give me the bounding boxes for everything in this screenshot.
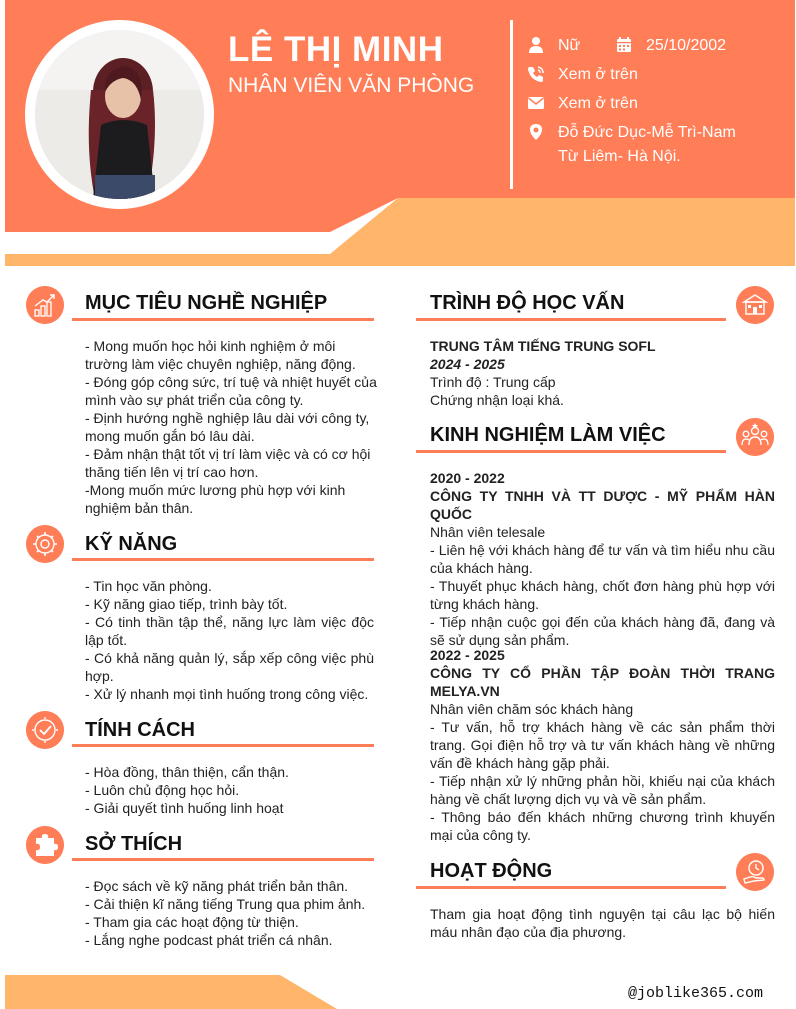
skills-item: - Kỹ năng giao tiếp, trình bày tốt.: [85, 596, 288, 612]
hobbies-list: [85, 877, 374, 949]
job-duty: - Tiếp nhận xử lý những phản hồi, khiếu nại của khách hàng về chất lượng dịch vụ và về sản phẩm.: [430, 773, 775, 807]
school-building-icon: [736, 286, 774, 324]
hobbies-title: SỞ THÍCH: [85, 833, 183, 855]
job-company: CÔNG TY TNHH VÀ TT DƯỢC - MỸ PHẨM HÀN QUỐC: [430, 488, 775, 522]
objective-text: [85, 337, 377, 517]
phone-icon: [527, 65, 545, 83]
personality-item: - Hòa đồng, thân thiện, cẩn thận.: [85, 764, 289, 780]
objective-line: - Đảm nhận thật tốt vị trí làm việc và có cơ hội: [85, 446, 371, 462]
job-role: Nhân viên chăm sóc khách hàng: [430, 701, 634, 717]
skills-item: - Xử lý nhanh mọi tình huống trong công việc.: [85, 686, 369, 702]
activities-underline: [416, 886, 726, 889]
hand-clock-icon: [736, 853, 774, 891]
objective-title: MỤC TIÊU NGHỀ NGHIỆP: [85, 292, 328, 314]
chart-growth-icon: [26, 286, 64, 324]
job-duty: - Tiếp nhận cuộc gọi đến của khách hàng đã, đang và sẽ sử dụng sản phẩm.: [430, 614, 775, 648]
objective-line: - Định hướng nghề nghiệp lâu dài với công ty,: [85, 410, 370, 426]
candidate-position: NHÂN VIÊN VĂN PHÒNG: [228, 74, 475, 97]
job-period: 2020 - 2022: [430, 470, 505, 486]
team-icon: [736, 418, 774, 456]
skills-list: [85, 577, 374, 703]
skills-underline: [72, 558, 374, 561]
objective-line: nghiệm bản thân.: [85, 500, 194, 516]
objective-line: -Mong muốn mức lương phù hợp với kinh: [85, 482, 346, 498]
objective-line: - Đóng góp công sức, trí tuệ và nhiệt huyết của: [85, 374, 377, 390]
job-duty: - Liên hệ với khách hàng để tư vấn và tìm hiểu nhu cầu của khách hàng.: [430, 542, 775, 576]
calendar-icon: [615, 36, 633, 54]
objective-line: trường làm việc chuyên nghiệp, năng động.: [85, 356, 356, 372]
contact-address-line2: Từ Liêm- Hà Nội.: [558, 148, 681, 165]
footer-handle: @joblike365.com: [628, 985, 764, 1002]
hobbies-item: - Tham gia các hoạt động từ thiện.: [85, 914, 299, 930]
experience-title: KINH NGHIỆM LÀM VIỆC: [430, 424, 666, 446]
skills-title: KỸ NĂNG: [85, 533, 178, 555]
job-duty: - Thông báo đến khách những chương trình khuyến mại của công ty.: [430, 809, 775, 843]
hobbies-item: - Cải thiện kĩ năng tiếng Trung qua phim ảnh.: [85, 896, 366, 912]
user-icon: [527, 36, 545, 54]
job-role: Nhân viên telesale: [430, 524, 546, 540]
footer-decorative-bar: [5, 975, 345, 1009]
education-period: 2024 - 2025: [430, 356, 505, 372]
activities-title: HOẠT ĐỘNG: [430, 860, 553, 882]
experience-underline: [416, 450, 726, 453]
education-school: TRUNG TÂM TIẾNG TRUNG SOFL: [430, 338, 656, 354]
personality-list: [85, 763, 374, 817]
experience-job-2: [430, 646, 775, 844]
personality-title: TÍNH CÁCH: [85, 719, 195, 741]
location-pin-icon: [527, 123, 545, 141]
hobbies-item: - Đọc sách về kỹ năng phát triển bản thân.: [85, 878, 349, 894]
activities-text: Tham gia hoạt động tình nguyện tại câu lạc bộ hiến máu nhân đạo của địa phương.: [430, 906, 775, 940]
skills-item: - Tin học văn phòng.: [85, 578, 212, 594]
personality-underline: [72, 744, 374, 747]
envelope-icon: [527, 94, 545, 112]
education-underline: [416, 318, 726, 321]
hobbies-underline: [72, 858, 374, 861]
objective-line: thăng tiến lên vị trí cao hơn.: [85, 464, 259, 480]
contact-phone: Xem ở trên: [558, 66, 638, 83]
skills-item: - Có tinh thần tập thể, năng lực làm việc độc lập tốt.: [85, 614, 374, 648]
gear-brain-icon: [26, 525, 64, 563]
education-details: [430, 337, 775, 409]
header-divider: [510, 20, 513, 189]
experience-job-1: [430, 469, 775, 649]
job-duty: - Thuyết phục khách hàng, chốt đơn hàng phù hợp với từng khách hàng.: [430, 578, 775, 612]
personality-item: - Luôn chủ động học hỏi.: [85, 782, 240, 798]
objective-underline: [72, 318, 374, 321]
puzzle-icon: [26, 826, 64, 864]
job-period: 2022 - 2025: [430, 647, 505, 663]
job-company: CÔNG TY CỔ PHẦN TẬP ĐOÀN THỜI TRANG MELYA.VN: [430, 665, 775, 699]
objective-line: mong muốn gắn bó lâu dài.: [85, 428, 255, 444]
contact-email: Xem ở trên: [558, 95, 638, 112]
education-title: TRÌNH ĐỘ HỌC VẤN: [430, 292, 625, 314]
contact-gender: Nữ: [558, 37, 581, 54]
contact-birthdate: 25/10/2002: [646, 37, 727, 54]
job-duty: - Tư vấn, hỗ trợ khách hàng về các sản phẩm thời trang. Gọi điện hỗ trợ và tư vấn khách hàng về những vấn đề khách hàng gặp phải.: [430, 719, 775, 771]
skills-item: - Có khả năng quản lý, sắp xếp công việc phù hợp.: [85, 650, 374, 684]
candidate-name: LÊ THỊ MINH: [228, 30, 444, 69]
education-level: Trình độ : Trung cấp: [430, 374, 556, 390]
hobbies-item: - Lắng nghe podcast phát triển cá nhân.: [85, 932, 333, 948]
shield-check-icon: [26, 711, 64, 749]
personality-item: - Giải quyết tình huống linh hoạt: [85, 800, 284, 816]
objective-line: mình vào sự phát triển của công ty.: [85, 392, 304, 408]
education-certificate: Chứng nhận loại khá.: [430, 392, 564, 408]
objective-line: - Mong muốn học hỏi kinh nghiệm ở môi: [85, 338, 336, 354]
avatar: [35, 30, 204, 199]
cv-header: [5, 0, 795, 266]
contact-address-line1: Đỗ Đức Dục-Mễ Trì-Nam: [558, 124, 736, 141]
